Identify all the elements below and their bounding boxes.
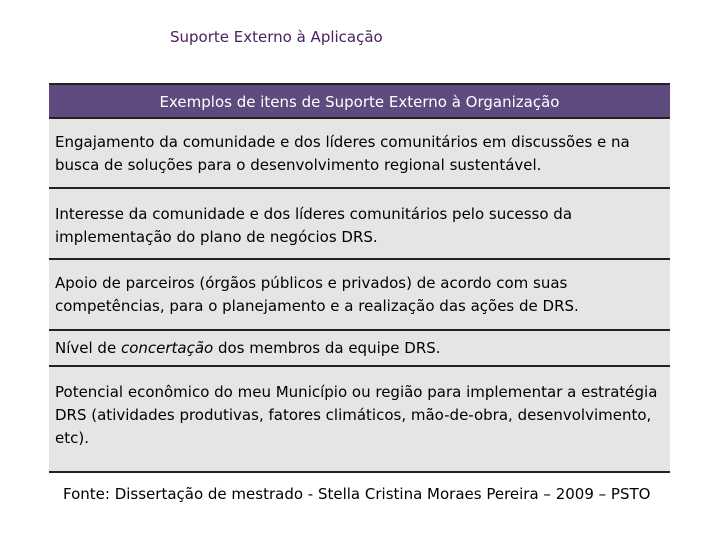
row-text: Apoio de parceiros (órgãos públicos e privados) de acordo com suas competências, para o planejamento e a realização das ações de DRS. [55,274,579,315]
row-text: Engajamento da comunidade e dos líderes comunitários em discussões e na busca de soluções para o desenvolvimento regional sustentável. [55,133,630,174]
row-text-prefix: Nível de [55,339,121,357]
source-citation: Fonte: Dissertação de mestrado - Stella Cristina Moraes Pereira – 2009 – PSTO [63,485,651,503]
table-row [49,119,670,189]
table-row [49,260,670,331]
table-row [49,189,670,260]
row-text-emphasis: concertação [120,339,214,357]
row-text [55,337,664,360]
row-text: Interesse da comunidade e dos líderes comunitários pelo sucesso da implementação do plano de negócios DRS. [55,205,573,246]
row-text-suffix: dos membros da equipe DRS. [213,339,441,357]
support-items-table [49,83,670,473]
page-title: Suporte Externo à Aplicação [170,28,383,46]
row-text: Potencial econômico do meu Município ou região para implementar a estratégia DRS (atividades produtivas, fatores climáticos, mão-de-obra, desenvolvimento, etc). [55,383,658,447]
table-header: Exemplos de itens de Suporte Externo à Organização [49,83,670,119]
table-row [49,367,670,473]
table-row [49,331,670,367]
